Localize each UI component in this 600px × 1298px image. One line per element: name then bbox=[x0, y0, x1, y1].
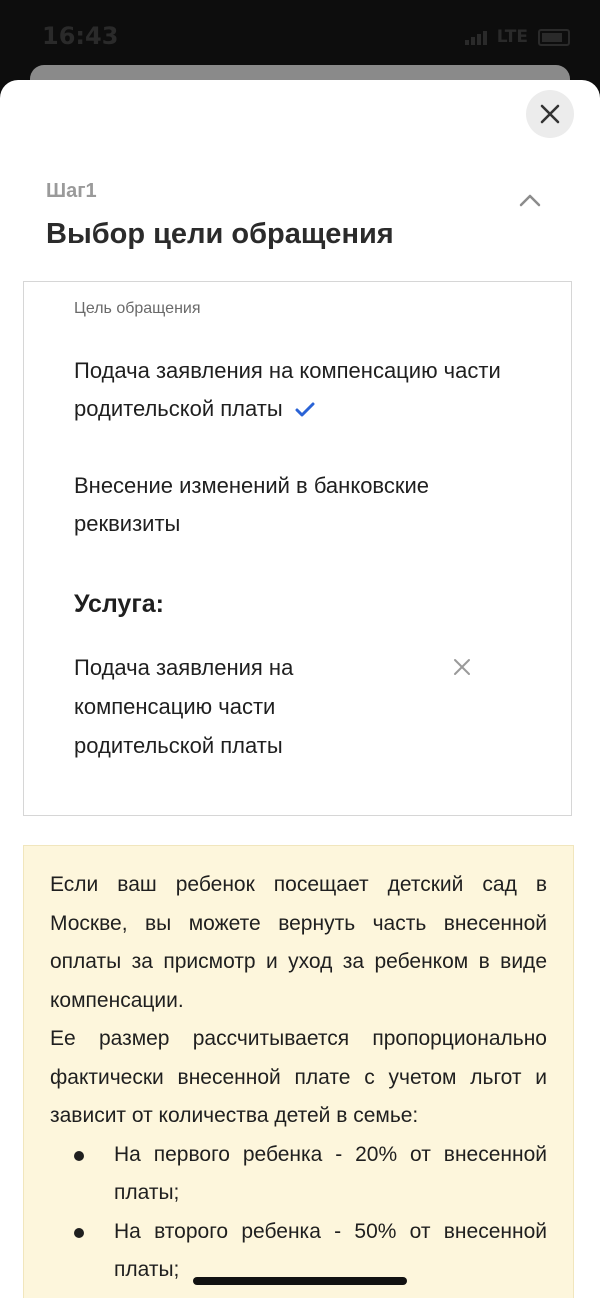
close-icon bbox=[538, 102, 562, 126]
info-text bbox=[50, 866, 547, 1290]
purpose-option-bank-details[interactable] bbox=[74, 467, 504, 543]
close-button[interactable] bbox=[526, 90, 574, 138]
step-title: Выбор цели обращения bbox=[46, 218, 394, 250]
battery-icon bbox=[538, 29, 570, 46]
purpose-option-label: Подача заявления на компенсацию части родительской платы bbox=[74, 358, 501, 421]
info-list-item: На первого ребенка - 20% от внесенной платы; bbox=[114, 1136, 547, 1213]
modal-sheet bbox=[0, 80, 600, 1298]
status-bar bbox=[0, 0, 600, 70]
signal-icon bbox=[465, 29, 487, 45]
purpose-caption: Цель обращения bbox=[74, 300, 201, 317]
info-paragraph: Ее размер рассчитывается пропорционально фактически внесенной плате с учетом льгот и зависит от количества детей в семье: bbox=[50, 1027, 547, 1127]
purpose-card bbox=[23, 281, 572, 816]
network-label: LTE bbox=[496, 27, 528, 47]
clear-icon[interactable] bbox=[453, 658, 471, 676]
purpose-option-label: Внесение изменений в банковские реквизиты bbox=[74, 473, 430, 536]
status-indicators bbox=[465, 27, 570, 47]
service-heading: Услуга: bbox=[74, 590, 164, 618]
info-list bbox=[50, 1136, 547, 1290]
purpose-option-compensation[interactable] bbox=[74, 352, 504, 428]
info-box bbox=[23, 845, 574, 1298]
chevron-up-icon[interactable] bbox=[518, 192, 542, 208]
status-time: 16:43 bbox=[42, 22, 119, 50]
info-paragraph: Если ваш ребенок посещает детский сад в Москве, вы можете вернуть часть внесенной оплаты за присмотр и уход за ребенком в виде компенсации. bbox=[50, 873, 547, 1012]
step-label: Шаг1 bbox=[46, 180, 97, 202]
check-icon bbox=[295, 402, 315, 418]
info-list-item: На второго ребенка - 50% от внесенной платы; bbox=[114, 1213, 547, 1290]
service-value: Подача заявления на компенсацию части родительской платы bbox=[74, 655, 294, 758]
home-indicator[interactable] bbox=[193, 1277, 407, 1285]
